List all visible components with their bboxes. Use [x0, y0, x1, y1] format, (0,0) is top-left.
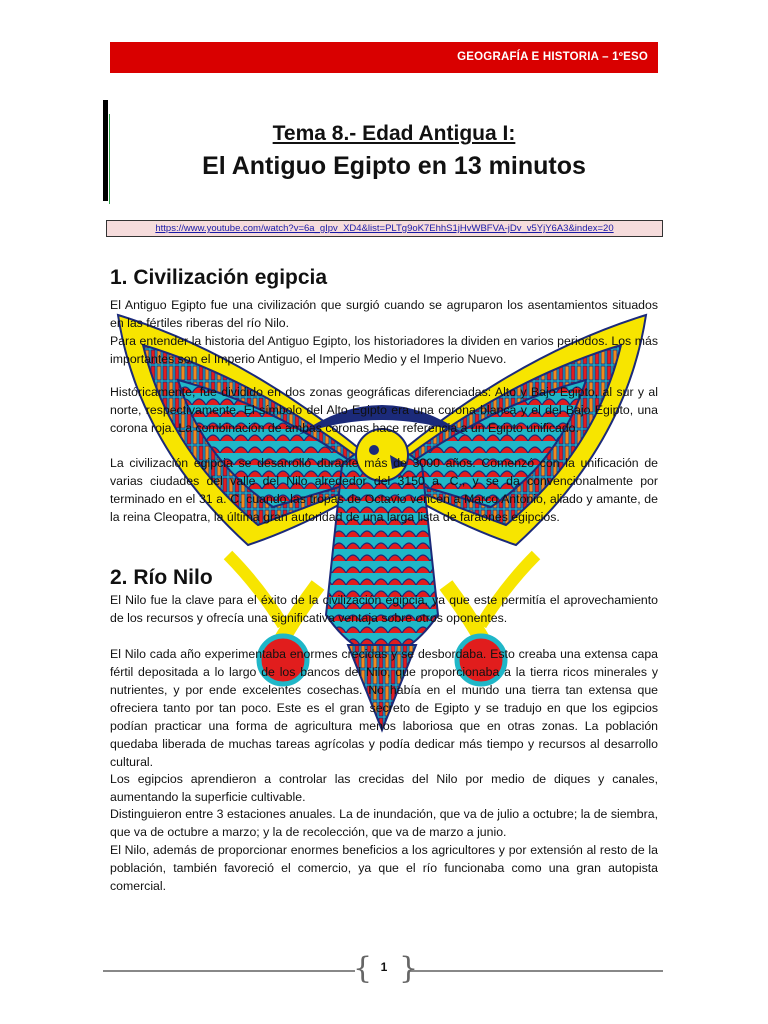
paragraph: El Antiguo Egipto fue una civilización que surgió cuando se agruparon los asentamientos situados en las fértiles riberas del río Nilo.: [110, 298, 658, 330]
paragraph: El Nilo fue la clave para el éxito de la civilización egipcia, ya que este permitía el aprovechamiento de los recursos y ofrecía una significativa ventaja sobre otros oponentes.: [110, 593, 658, 625]
topic-title: Tema 8.- Edad Antigua I:: [272, 122, 516, 145]
section-heading-nile: 2. Río Nilo: [110, 566, 213, 589]
right-brace-icon: }: [399, 951, 419, 986]
footer-divider-left: [103, 970, 355, 972]
paragraph: Para entender la historia del Antiguo Egipto, los historiadores la dividen en varios periodos. Los más importantes son el Imperio Antiguo, el Imperio Medio y el Imperio Nuevo.: [110, 334, 658, 366]
youtube-link[interactable]: https://www.youtube.com/watch?v=6a_gIpv_XD4&list=PLTg9oK7EhhS1jHvWBFVA-jDv_v5YjY6A3&index=20: [106, 220, 663, 237]
left-brace-icon: {: [353, 951, 373, 986]
paragraph: La civilización egipcia se desarrolló durante más de 3000 años. Comenzó con la unificación de varias ciudades del valle del Nilo alrededor del 3150 a. C., y se da convencionalmente por terminado en el 31 a. C. cuando las tropas de Octavio vencen a Marco Antonio, aliado y amante, de la reina Cleopatra, la última gran autoridad de una larga lista de faraones egipcios.: [110, 456, 658, 524]
title-side-accent: [109, 114, 110, 204]
footer-divider-right: [410, 970, 663, 972]
title-side-bar: [103, 100, 108, 201]
page-number: 1: [380, 960, 388, 974]
paragraph: Históricamente, fue dividido en dos zonas geográficas diferenciadas: Alto y Bajo Egipto, al sur y al norte, respectivamente. El símbolo del Alto Egipto era una corona blanca y el del Bajo Egipto, una corona roja. La combinación de ambas coronas hace referencia a un Egipto unificado.: [110, 385, 658, 435]
paragraph: El Nilo cada año experimentaba enormes crecidas y se desbordaba. Esto creaba una extensa capa fértil depositada a lo largo de los bancos del Nilo, que proporcionaba a la tierra ricos minerales y nutrientes, y por ende excelentes cosechas. No había en el mundo una tierra tan extensa que ofreciera tanto por tan poco. Este es el gran secreto de Egipto y se tradujo en que los egipcios podían practicar una forma de agricultura menos laboriosa que en otras zonas. La población quedaba liberada de muchas tareas agrícolas y podía dedicar más tiempo y recursos al desarrollo cultural.: [110, 647, 658, 769]
course-header: GEOGRAFÍA E HISTORIA – 1ºESO: [110, 42, 658, 73]
paragraph: El Nilo, además de proporcionar enormes beneficios a los agricultores y por extensión al resto de la población, también favoreció el comercio, ya que el río funcionaba como una gran autopista comercial.: [110, 843, 658, 893]
page-title: El Antiguo Egipto en 13 minutos: [202, 152, 586, 180]
paragraph: Distinguieron entre 3 estaciones anuales. La de inundación, que va de julio a octubre; la de siembra, que va de octubre a marzo; y la de recolección, que va de marzo a junio.: [110, 807, 658, 839]
section-heading-civilization: 1. Civilización egipcia: [110, 266, 328, 289]
paragraph: Los egipcios aprendieron a controlar las crecidas del Nilo por medio de diques y canales, aumentando la superficie cultivable.: [110, 772, 658, 804]
